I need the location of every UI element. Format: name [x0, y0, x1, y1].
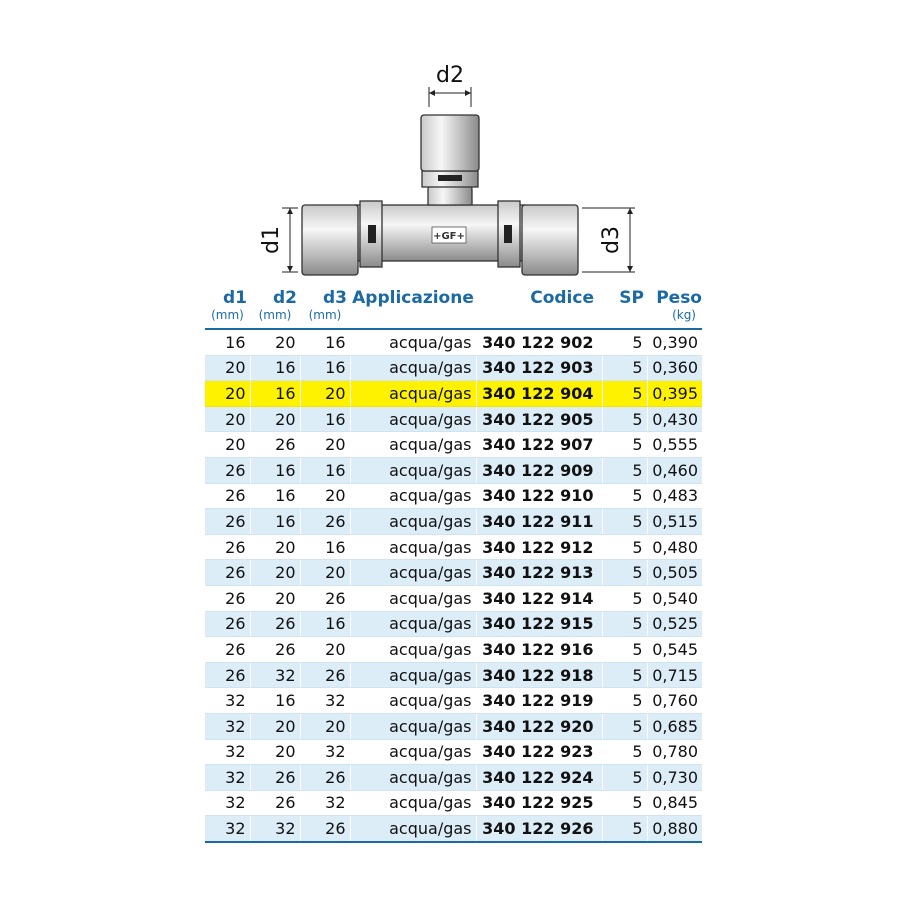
- table-row: [205, 713, 702, 739]
- cell-sp: 5: [602, 483, 647, 509]
- cell-codice: 340 122 918: [476, 662, 602, 688]
- table-row: [205, 355, 702, 381]
- cell-d3: 16: [300, 457, 350, 483]
- cell-d2: 20: [250, 329, 300, 355]
- cell-codice: 340 122 904: [476, 381, 602, 407]
- cell-d3: 16: [300, 534, 350, 560]
- cell-sp: 5: [602, 355, 647, 381]
- cell-peso: 0,430: [647, 406, 702, 432]
- cell-d3: 16: [300, 406, 350, 432]
- cell-d3: 20: [300, 432, 350, 458]
- cell-codice: 340 122 909: [476, 457, 602, 483]
- cell-applicazione: acqua/gas: [350, 585, 476, 611]
- header-d3: d3: [323, 288, 347, 308]
- cell-sp: 5: [602, 534, 647, 560]
- cell-d1: 26: [205, 509, 250, 535]
- cell-d2: 26: [250, 765, 300, 791]
- table-row: [205, 534, 702, 560]
- cell-peso: 0,730: [647, 765, 702, 791]
- cell-d3: 26: [300, 765, 350, 791]
- right-band: [504, 225, 512, 243]
- cell-d1: 26: [205, 483, 250, 509]
- table-row: [205, 406, 702, 432]
- cell-peso: 0,480: [647, 534, 702, 560]
- cell-codice: 340 122 914: [476, 585, 602, 611]
- header-sp: SP: [619, 288, 644, 308]
- cell-codice: 340 122 911: [476, 509, 602, 535]
- table-row: [205, 381, 702, 407]
- cell-d2: 16: [250, 483, 300, 509]
- cell-d3: 20: [300, 637, 350, 663]
- cell-sp: 5: [602, 329, 647, 355]
- cell-d3: 26: [300, 509, 350, 535]
- cell-applicazione: acqua/gas: [350, 739, 476, 765]
- cell-codice: 340 122 915: [476, 611, 602, 637]
- cell-peso: 0,360: [647, 355, 702, 381]
- cell-d2: 16: [250, 688, 300, 714]
- cell-codice: 340 122 910: [476, 483, 602, 509]
- cell-sp: 5: [602, 790, 647, 816]
- cell-d1: 32: [205, 816, 250, 842]
- table-row: [205, 816, 702, 842]
- cell-codice: 340 122 923: [476, 739, 602, 765]
- cell-peso: 0,685: [647, 713, 702, 739]
- unit-d3: (mm): [300, 308, 350, 329]
- table-row: [205, 765, 702, 791]
- cell-codice: 340 122 920: [476, 713, 602, 739]
- cell-sp: 5: [602, 637, 647, 663]
- header-peso: Peso: [656, 288, 702, 308]
- cell-applicazione: acqua/gas: [350, 483, 476, 509]
- cell-codice: 340 122 903: [476, 355, 602, 381]
- unit-d1: (mm): [205, 308, 250, 329]
- cell-sp: 5: [602, 662, 647, 688]
- unit-applicazione: [350, 308, 476, 329]
- cell-d3: 26: [300, 585, 350, 611]
- cell-d3: 16: [300, 329, 350, 355]
- cell-applicazione: acqua/gas: [350, 432, 476, 458]
- cell-d1: 26: [205, 534, 250, 560]
- table-row: [205, 637, 702, 663]
- cell-d1: 32: [205, 765, 250, 791]
- table-row: [205, 739, 702, 765]
- cell-d2: 32: [250, 816, 300, 842]
- cell-d2: 16: [250, 355, 300, 381]
- table-row: [205, 585, 702, 611]
- cell-codice: 340 122 924: [476, 765, 602, 791]
- cell-sp: 5: [602, 739, 647, 765]
- cell-codice: 340 122 905: [476, 406, 602, 432]
- cell-applicazione: acqua/gas: [350, 688, 476, 714]
- cell-sp: 5: [602, 688, 647, 714]
- cell-peso: 0,390: [647, 329, 702, 355]
- cell-d1: 20: [205, 355, 250, 381]
- cell-applicazione: acqua/gas: [350, 611, 476, 637]
- cell-peso: 0,555: [647, 432, 702, 458]
- cell-peso: 0,780: [647, 739, 702, 765]
- d1-label: d1: [259, 226, 284, 254]
- table-row: [205, 790, 702, 816]
- cell-applicazione: acqua/gas: [350, 406, 476, 432]
- cell-d1: 32: [205, 688, 250, 714]
- left-sleeve: [302, 205, 358, 275]
- cell-sp: 5: [602, 816, 647, 842]
- units-row: [205, 308, 702, 329]
- cell-d2: 26: [250, 790, 300, 816]
- cell-d3: 26: [300, 662, 350, 688]
- header-row: [205, 284, 702, 308]
- cell-d2: 20: [250, 713, 300, 739]
- cell-d1: 26: [205, 637, 250, 663]
- cell-applicazione: acqua/gas: [350, 381, 476, 407]
- cell-d2: 26: [250, 432, 300, 458]
- header-d1: d1: [223, 288, 247, 308]
- cell-d3: 16: [300, 611, 350, 637]
- top-band: [438, 175, 462, 181]
- right-sleeve: [522, 205, 578, 275]
- cell-d1: 26: [205, 585, 250, 611]
- cell-codice: 340 122 912: [476, 534, 602, 560]
- cell-peso: 0,460: [647, 457, 702, 483]
- table-row: [205, 688, 702, 714]
- cell-codice: 340 122 907: [476, 432, 602, 458]
- cell-applicazione: acqua/gas: [350, 765, 476, 791]
- cell-d3: 16: [300, 355, 350, 381]
- gf-logo-text: +GF+: [433, 231, 465, 242]
- table-row: [205, 432, 702, 458]
- cell-applicazione: acqua/gas: [350, 509, 476, 535]
- cell-d2: 20: [250, 406, 300, 432]
- cell-applicazione: acqua/gas: [350, 637, 476, 663]
- cell-applicazione: acqua/gas: [350, 560, 476, 586]
- cell-applicazione: acqua/gas: [350, 662, 476, 688]
- tee-fitting-diagram: [240, 55, 660, 285]
- cell-d2: 20: [250, 560, 300, 586]
- unit-peso: (kg): [647, 308, 702, 329]
- cell-d2: 16: [250, 457, 300, 483]
- unit-d2: (mm): [250, 308, 300, 329]
- header-d2: d2: [273, 288, 297, 308]
- cell-peso: 0,715: [647, 662, 702, 688]
- cell-sp: 5: [602, 432, 647, 458]
- cell-applicazione: acqua/gas: [350, 329, 476, 355]
- table-row: [205, 560, 702, 586]
- cell-applicazione: acqua/gas: [350, 534, 476, 560]
- cell-codice: 340 122 926: [476, 816, 602, 842]
- cell-sp: 5: [602, 611, 647, 637]
- header-applicazione: Applicazione: [352, 288, 474, 308]
- cell-codice: 340 122 913: [476, 560, 602, 586]
- cell-sp: 5: [602, 765, 647, 791]
- cell-d2: 20: [250, 534, 300, 560]
- cell-d2: 20: [250, 585, 300, 611]
- unit-sp: [602, 308, 647, 329]
- header-codice: Codice: [530, 288, 594, 308]
- cell-codice: 340 122 919: [476, 688, 602, 714]
- unit-codice: [476, 308, 602, 329]
- table-row: [205, 483, 702, 509]
- cell-d3: 26: [300, 816, 350, 842]
- cell-peso: 0,505: [647, 560, 702, 586]
- cell-sp: 5: [602, 713, 647, 739]
- cell-d1: 26: [205, 560, 250, 586]
- cell-applicazione: acqua/gas: [350, 790, 476, 816]
- cell-peso: 0,545: [647, 637, 702, 663]
- cell-peso: 0,845: [647, 790, 702, 816]
- left-band: [368, 225, 376, 243]
- cell-peso: 0,515: [647, 509, 702, 535]
- spec-table: [205, 284, 702, 843]
- cell-peso: 0,540: [647, 585, 702, 611]
- cell-codice: 340 122 925: [476, 790, 602, 816]
- cell-peso: 0,395: [647, 381, 702, 407]
- d3-label: d3: [599, 226, 624, 254]
- cell-d2: 26: [250, 611, 300, 637]
- table-row: [205, 662, 702, 688]
- cell-d2: 16: [250, 509, 300, 535]
- cell-sp: 5: [602, 560, 647, 586]
- cell-peso: 0,525: [647, 611, 702, 637]
- cell-d2: 26: [250, 637, 300, 663]
- cell-applicazione: acqua/gas: [350, 713, 476, 739]
- cell-d1: 32: [205, 790, 250, 816]
- cell-applicazione: acqua/gas: [350, 457, 476, 483]
- cell-d1: 20: [205, 406, 250, 432]
- cell-sp: 5: [602, 457, 647, 483]
- cell-sp: 5: [602, 585, 647, 611]
- cell-d1: 32: [205, 739, 250, 765]
- table-row: [205, 329, 702, 355]
- cell-peso: 0,483: [647, 483, 702, 509]
- cell-d1: 16: [205, 329, 250, 355]
- cell-applicazione: acqua/gas: [350, 816, 476, 842]
- cell-d3: 20: [300, 713, 350, 739]
- cell-sp: 5: [602, 406, 647, 432]
- cell-d3: 20: [300, 483, 350, 509]
- cell-d2: 20: [250, 739, 300, 765]
- top-sleeve: [421, 115, 479, 171]
- cell-applicazione: acqua/gas: [350, 355, 476, 381]
- d2-label: d2: [436, 63, 464, 88]
- cell-codice: 340 122 902: [476, 329, 602, 355]
- cell-d3: 32: [300, 790, 350, 816]
- table-body: [205, 329, 702, 842]
- cell-d1: 20: [205, 432, 250, 458]
- table-row: [205, 611, 702, 637]
- cell-sp: 5: [602, 381, 647, 407]
- cell-codice: 340 122 916: [476, 637, 602, 663]
- cell-d3: 20: [300, 381, 350, 407]
- cell-sp: 5: [602, 509, 647, 535]
- cell-d2: 32: [250, 662, 300, 688]
- cell-d2: 16: [250, 381, 300, 407]
- cell-d3: 32: [300, 739, 350, 765]
- cell-d1: 32: [205, 713, 250, 739]
- cell-d3: 20: [300, 560, 350, 586]
- cell-d1: 20: [205, 381, 250, 407]
- table-row: [205, 509, 702, 535]
- cell-peso: 0,880: [647, 816, 702, 842]
- cell-peso: 0,760: [647, 688, 702, 714]
- cell-d1: 26: [205, 611, 250, 637]
- cell-d3: 32: [300, 688, 350, 714]
- cell-d1: 26: [205, 457, 250, 483]
- table-row: [205, 457, 702, 483]
- cell-d1: 26: [205, 662, 250, 688]
